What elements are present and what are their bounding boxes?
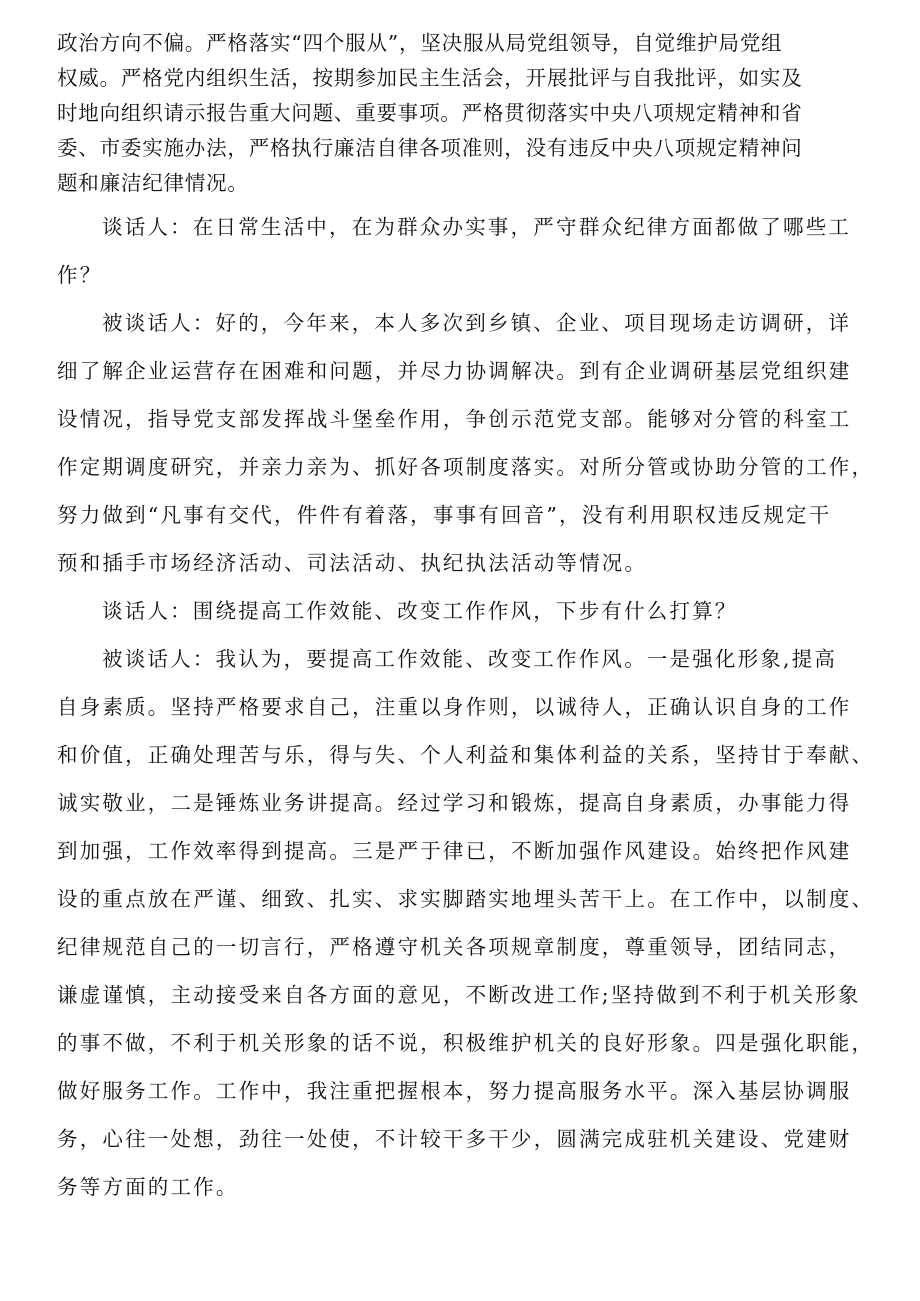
text-line: 诚实敬业，二是锤炼业务讲提高。经过学习和锻炼，提高自身素质，办事能力得: [57, 791, 852, 815]
text-line: 预和插手市场经济活动、司法活动、执纪执法活动等情况。: [57, 551, 648, 575]
text-line: 被谈话人：好的，今年来，本人多次到乡镇、企业、项目现场走访调研，详: [102, 311, 852, 335]
text-line: 谈话人：围绕提高工作效能、改变工作作风，下步有什么打算？: [102, 599, 738, 623]
text-line: 题和廉洁纪律情况。: [57, 171, 249, 195]
text-line: 努力做到“凡事有交代，件件有着落，事事有回音”，没有利用职权违反规定干: [57, 503, 832, 527]
text-line: 作定期调度研究，并亲力亲为、抓好各项制度落实。对所分管或协助分管的工作，: [57, 455, 875, 479]
text-line: 政治方向不偏。严格落实“四个服从”，坚决服从局党组领导，自觉维护局党组: [57, 31, 783, 55]
text-line: 谦虚谨慎，主动接受来自各方面的意见，不断改进工作;坚持做到不利于机关形象: [57, 983, 861, 1007]
text-line: 设情况，指导党支部发挥战斗堡垒作用，争创示范党支部。能够对分管的科室工: [57, 407, 852, 431]
text-line: 权威。严格党内组织生活，按期参加民主生活会，开展批评与自我批评，如实及: [57, 66, 803, 90]
text-line: 谈话人：在日常生活中，在为群众办实事，严守群众纪律方面都做了哪些工: [102, 215, 852, 239]
text-line: 做好服务工作。工作中，我注重把握根本，努力提高服务水平。深入基层协调服: [57, 1079, 852, 1103]
text-line: 和价值，正确处理苦与乐，得与失、个人利益和集体利益的关系，坚持甘于奉献、: [57, 743, 875, 767]
text-line: 被谈话人：我认为，要提高工作效能、改变工作作风。一是强化形象,提高: [102, 647, 838, 671]
text-line: 纪律规范自己的一切言行，严格遵守机关各项规章制度，尊重领导，团结同志，: [57, 935, 852, 959]
text-line: 自身素质。坚持严格要求自己，注重以身作则，以诚待人，正确认识自身的工作: [57, 695, 852, 719]
text-line: 的事不做，不利于机关形象的话不说，积极维护机关的良好形象。四是强化职能，: [57, 1031, 875, 1055]
text-line: 设的重点放在严谨、细致、扎实、求实脚踏实地埋头苦干上。在工作中，以制度、: [57, 887, 875, 911]
text-line: 务，心往一处想，劲往一处使，不计较干多干少，圆满完成驻机关建设、党建财: [57, 1127, 852, 1151]
text-line: 作？: [57, 263, 103, 287]
text-line: 细了解企业运营存在困难和问题，并尽力协调解决。到有企业调研基层党组织建: [57, 359, 852, 383]
text-line: 务等方面的工作。: [57, 1175, 239, 1199]
text-line: 到加强，工作效率得到提高。三是严于律已，不断加强作风建设。始终把作风建: [57, 839, 852, 863]
text-line: 委、市委实施办法，严格执行廉洁自律各项准则，没有违反中央八项规定精神问: [57, 136, 803, 160]
text-line: 时地向组织请示报告重大问题、重要事项。严格贯彻落实中央八项规定精神和省: [57, 101, 803, 125]
